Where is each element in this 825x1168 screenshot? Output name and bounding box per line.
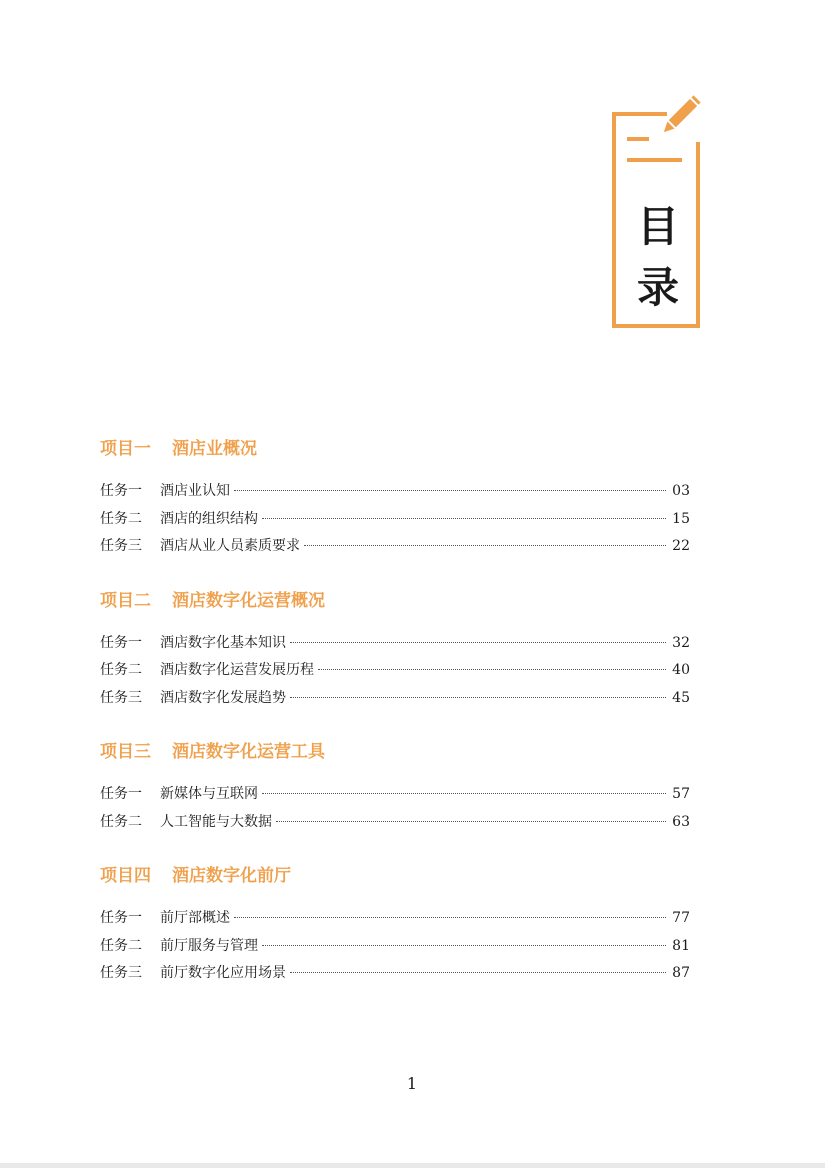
project-title[interactable] <box>100 586 690 616</box>
task-name: 酒店数字化基本知识 <box>160 634 286 651</box>
task-page: 03 <box>672 483 690 499</box>
dot-leader <box>262 945 666 946</box>
dot-leader <box>318 669 666 670</box>
toc-entry[interactable] <box>100 630 690 658</box>
project-name: 酒店数字化运营工具 <box>172 742 325 762</box>
task-name: 新媒体与互联网 <box>160 786 258 802</box>
task-page: 63 <box>672 813 690 830</box>
heading-char-2: 录 <box>636 263 679 312</box>
task-page: 15 <box>672 510 690 527</box>
task-name: 前厅数字化应用场景 <box>160 965 286 981</box>
task-page: 40 <box>672 662 690 678</box>
dot-leader <box>262 518 666 519</box>
toc-entry[interactable] <box>100 905 690 933</box>
project-title[interactable] <box>100 737 690 767</box>
task-number: 任务二 <box>100 937 142 954</box>
toc-entry[interactable] <box>100 478 690 506</box>
project-name: 酒店业概况 <box>172 439 257 459</box>
toc-entry[interactable] <box>100 960 690 988</box>
project-block-1 <box>100 434 690 561</box>
frame-line-1 <box>627 137 649 141</box>
project-number: 项目一 <box>100 439 151 459</box>
task-number: 任务二 <box>100 813 142 830</box>
task-number: 任务二 <box>100 662 142 678</box>
task-page: 22 <box>672 538 690 554</box>
frame-top-bar <box>612 112 667 116</box>
task-name: 前厅部概述 <box>160 910 230 926</box>
bottom-edge-band <box>0 1163 825 1168</box>
frame-line-2 <box>627 158 682 162</box>
dot-leader <box>304 545 666 546</box>
project-number: 项目四 <box>100 866 151 886</box>
frame-bottom-bar <box>612 324 700 328</box>
toc-entry[interactable] <box>100 657 690 685</box>
task-name: 酒店数字化运营发展历程 <box>160 662 314 678</box>
task-page: 81 <box>672 937 690 954</box>
table-of-contents <box>100 434 690 1013</box>
task-number: 任务二 <box>100 510 142 527</box>
task-number: 任务一 <box>100 910 142 926</box>
task-page: 77 <box>672 910 690 926</box>
project-title[interactable] <box>100 434 690 464</box>
dot-leader <box>290 697 666 698</box>
project-block-2 <box>100 586 690 713</box>
toc-entry[interactable] <box>100 506 690 534</box>
task-number: 任务三 <box>100 689 142 706</box>
project-name: 酒店数字化前厅 <box>172 866 291 886</box>
task-number: 任务一 <box>100 786 142 802</box>
project-name: 酒店数字化运营概况 <box>172 590 325 611</box>
dot-leader <box>262 793 666 794</box>
project-block-3 <box>100 737 690 836</box>
dot-leader <box>276 821 666 822</box>
project-title[interactable] <box>100 861 690 891</box>
project-block-4 <box>100 861 690 988</box>
toc-entry[interactable] <box>100 809 690 837</box>
task-page: 45 <box>672 689 690 706</box>
toc-entry[interactable] <box>100 933 690 961</box>
heading-char-1: 目 <box>636 202 679 251</box>
task-name: 酒店从业人员素质要求 <box>160 538 300 554</box>
dot-leader <box>234 490 666 491</box>
toc-entry[interactable] <box>100 533 690 561</box>
frame-left-bar <box>612 112 616 328</box>
dot-leader <box>234 917 666 918</box>
task-name: 酒店业认知 <box>160 483 230 499</box>
task-page: 87 <box>672 965 690 981</box>
project-number: 项目二 <box>100 590 151 611</box>
task-page: 57 <box>672 786 690 802</box>
task-number: 任务三 <box>100 965 142 981</box>
task-page: 32 <box>672 634 690 651</box>
project-number: 项目三 <box>100 742 151 762</box>
dot-leader <box>290 972 666 973</box>
task-name: 人工智能与大数据 <box>160 813 272 830</box>
toc-entry[interactable] <box>100 781 690 809</box>
page-number: 1 <box>406 1074 418 1093</box>
task-name: 酒店数字化发展趋势 <box>160 689 286 706</box>
task-name: 前厅服务与管理 <box>160 937 258 954</box>
dot-leader <box>290 642 666 643</box>
task-number: 任务一 <box>100 483 142 499</box>
frame-right-bar <box>696 142 700 328</box>
task-name: 酒店的组织结构 <box>160 510 258 527</box>
toc-entry[interactable] <box>100 685 690 713</box>
task-number: 任务三 <box>100 538 142 554</box>
task-number: 任务一 <box>100 634 142 651</box>
